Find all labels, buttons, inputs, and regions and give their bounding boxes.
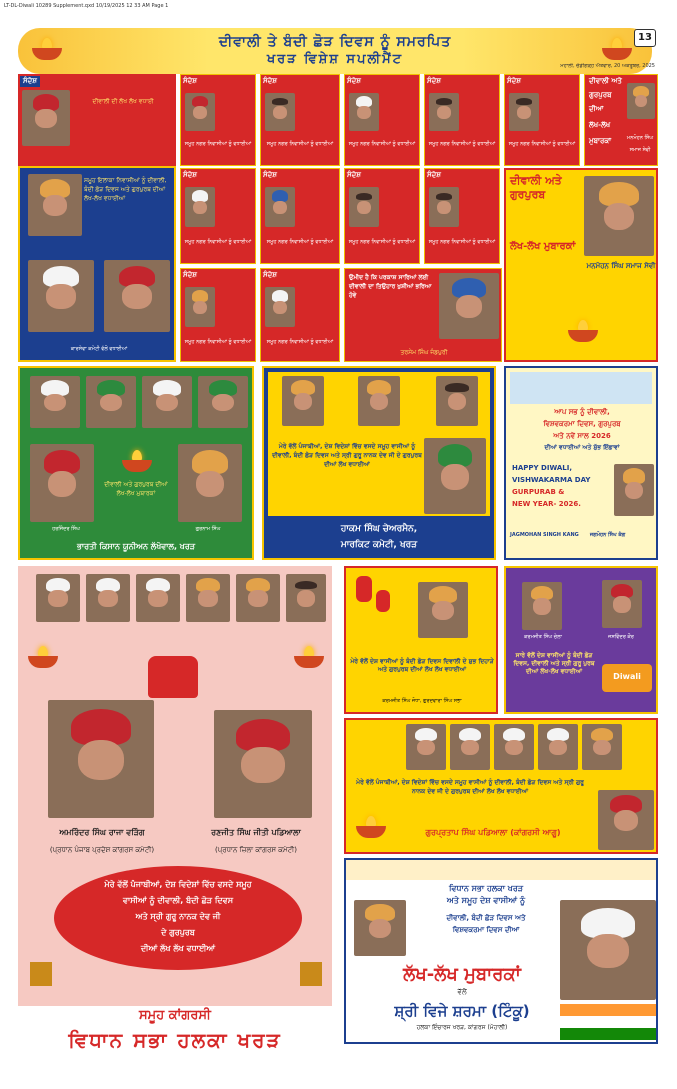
portrait-photo: [28, 174, 82, 236]
portrait-photo: [627, 83, 655, 119]
ad-message: ਮੇਰੇ ਵੱਲੋਂ ਪੰਜਾਬੀਆਂ, ਦੇਸ਼ ਵਿਦੇਸ਼ਾਂ ਵਿੱਚ ਵਸਦੇ ਸਮੂਹ ਵਾਸੀਆਂ ਨੂੰ ਦੀਵਾਲੀ, ਬੰਦੀ ਛੋੜ ਦਿਵਸ ਅਤੇ ਸ੍ਰੀ ਗੁਰੂ ਨਾਨਕ ਦੇਵ ਜੀ ਦੇ ਗੁਰਪੁਰਬ ਦੀਆਂ ਲੱਖ ਵਧਾਈਆਂ: [272, 443, 422, 468]
ad-sandesh-row2-2: [260, 168, 340, 264]
ad-name: ਮਨਮੋਹਨ ਸਿੰਘ: [626, 135, 654, 141]
ad-sandesh-row1-1: [180, 74, 256, 166]
ad-role: ਹਲਕਾ ਇੰਚਾਰਜ ਖਰੜ, ਕਾਂਗਰਸ (ਮੋਹਾਲੀ): [416, 1024, 508, 1031]
gift-icon: [30, 962, 52, 986]
ad-caption: ਸਮੂਹ ਨਗਰ ਨਿਵਾਸੀਆਂ ਨੂੰ ਵਧਾਈਆਂ: [184, 141, 252, 147]
lantern-icon: [376, 590, 390, 612]
ad-line: ਲੱਖ-ਲੱਖ: [589, 121, 611, 129]
ad-caption: ਸਮੂਹ ਨਗਰ ਨਿਵਾਸੀਆਂ ਨੂੰ ਵਧਾਈਆਂ: [184, 239, 252, 245]
portrait-photo: [436, 376, 478, 426]
portrait-photo: [142, 376, 192, 428]
ad-lanterns: [344, 566, 498, 714]
ad-name: ਮਨਮੋਹਨ ਸਿੰਘ ਸਮਾਜ ਸੇਵੀ: [586, 262, 656, 270]
ad-subline: ਲੱਖ-ਲੱਖ ਮੁਬਾਰਕਾਂ: [510, 241, 576, 252]
ad-big-greeting: ਲੱਖ-ਲੱਖ ਮੁਬਾਰਕਾਂ: [403, 964, 521, 985]
ad-sandesh-row3-2: [260, 268, 340, 362]
portrait-photo: [198, 376, 248, 428]
portrait-photo: [265, 93, 295, 131]
ad-caption: ਸਮੂਹ ਨਗਰ ਨਿਵਾਸੀਆਂ ਨੂੰ ਵਧਾਈਆਂ: [266, 141, 334, 147]
sandesh-label: ਸੰਦੇਸ਼: [183, 171, 197, 179]
ad-line-en: GURPURAB &: [512, 488, 565, 496]
sandesh-label: ਸੰਦੇਸ਼: [263, 77, 277, 85]
portrait-photo: [349, 93, 379, 131]
diya-icon: [568, 320, 598, 342]
ad-line: ਦੀਵਾਲੀ, ਬੰਦੀ ਛੋੜ ਦਿਵਸ ਅਤੇ: [446, 914, 526, 922]
portrait-photo: [358, 376, 400, 426]
ad-vishwakarma: [504, 366, 658, 560]
banner-title: ਦੀਵਾਲੀ ਤੇ ਬੰਦੀ ਛੋੜ ਦਿਵਸ ਨੂੰ ਸਮਰਪਿਤ: [218, 34, 452, 50]
portrait-photo: [185, 93, 215, 131]
portrait-photo: [48, 700, 154, 818]
portrait-photo: [614, 464, 654, 516]
ad-purple: [504, 566, 658, 714]
portrait-photo: [429, 93, 459, 131]
footer-line-2: ਵਿਧਾਨ ਸਭਾ ਹਲਕਾ ਖਰੜ: [68, 1028, 282, 1052]
ad-name: JAGMOHAN SINGH KANG: [510, 532, 579, 538]
ad-tarsem: [344, 268, 502, 362]
sandesh-label: ਸੰਦੇਸ਼: [183, 271, 197, 279]
ad-footer-1: ਹਾਕਮ ਸਿੰਘ ਚੇਅਰਮੈਨ,: [340, 524, 418, 534]
portrait-photo: [538, 724, 578, 770]
portrait-photo: [265, 287, 295, 327]
ad-sandesh-row2-3: [344, 168, 420, 264]
diya-icon: [356, 816, 386, 838]
ad-name: ਜਸਵਿੰਦਰ ਕੌਰ: [608, 634, 634, 640]
sandesh-label: ਸੰਦੇਸ਼: [347, 171, 361, 179]
portrait-photo: [286, 574, 326, 622]
leader-name-right: ਰਣਜੀਤ ਸਿੰਘ ਜੀਤੀ ਪਡਿਆਲਾ: [211, 828, 301, 837]
ad-message-line: ਅਤੇ ਸ੍ਰੀ ਗੁਰੂ ਨਾਨਕ ਦੇਵ ਜੀ: [135, 912, 221, 921]
ad-footer: ਕਾਰਸੇਵਾ ਕਮੇਟੀ ਵੱਲੋਂ ਵਧਾਈਆਂ: [70, 346, 128, 352]
ad-message: ਮੇਰੇ ਵੱਲੋਂ ਪੰਜਾਬੀਆਂ, ਦੇਸ਼ ਵਿਦੇਸ਼ਾਂ ਵਿੱਚ ਵਸਦੇ ਸਮੂਹ ਵਾਸੀਆਂ ਨੂੰ ਦੀਵਾਲੀ, ਬੰਦੀ ਛੋੜ ਦਿਵਸ ਅਤੇ ਸ੍ਰੀ ਗੁਰੂ ਨਾਨਕ ਦੇਵ ਜੀ ਦੇ ਗੁਰਪੁਰਬ ਦੀਆਂ ਲੱਖ ਲੱਖ ਵਧਾਈਆਂ: [356, 779, 584, 795]
portrait-photo: [104, 260, 170, 332]
portrait-photo: [30, 444, 94, 522]
portrait-photo: [265, 187, 295, 227]
portrait-photo: [429, 187, 459, 227]
portrait-photo: [602, 580, 642, 628]
golden-temple-image: [510, 372, 652, 404]
sandesh-label: ਸੰਦੇਸ਼: [347, 77, 361, 85]
ad-message: ਸਾਰੇ ਵੱਲੋਂ ਦੇਸ਼ ਵਾਸੀਆਂ ਨੂੰ ਬੰਦੀ ਛੋੜ ਦਿਵਸ, ਦੀਵਾਲੀ ਅਤੇ ਸ੍ਰੀ ਗੁਰੂ ਪੁਰਬ ਦੀਆਂ ਲੱਖ-ਲੱਖ ਵਧਾਈਆਂ: [513, 652, 595, 675]
diya-icon: [294, 646, 324, 668]
portrait-photo: [522, 582, 562, 630]
diya-icon: [28, 646, 58, 668]
portrait-photo: [282, 376, 324, 426]
ad-line: ਦੀਵਾਲੀ ਅਤੇ: [589, 77, 622, 85]
ad-name: ਹਰਜਿੰਦਰ ਸਿੰਘ: [52, 526, 80, 532]
ad-sandesh-row1-3: [344, 74, 420, 166]
portrait-photo: [598, 790, 654, 850]
ad-sandesh-row2-4: [424, 168, 500, 264]
ad-yellow-panel: [268, 372, 490, 516]
ad-manmohan: [504, 168, 658, 362]
ad-market-committee: [262, 366, 496, 560]
ad-role: ਸਮਾਜ ਸੇਵੀ: [629, 147, 651, 153]
ad-caption: ਸਮੂਹ ਨਗਰ ਨਿਵਾਸੀਆਂ ਨੂੰ ਵਧਾਈਆਂ: [348, 239, 416, 245]
ad-caption: ਸਮੂਹ ਨਗਰ ਨਿਵਾਸੀਆਂ ਨੂੰ ਵਧਾਈਆਂ: [266, 239, 334, 245]
portrait-photo: [28, 260, 94, 332]
portrait-photo: [450, 724, 490, 770]
portrait-photo: [418, 582, 468, 638]
portrait-photo: [22, 90, 70, 146]
portrait-photo: [349, 187, 379, 227]
ad-message-line: ਦੀਆਂ ਲੱਖ ਲੱਖ ਵਧਾਈਆਂ: [140, 944, 216, 953]
sandesh-label: ਸੰਦੇਸ਼: [427, 171, 441, 179]
portrait-photo: [584, 176, 654, 256]
ad-caption: ਸਮੂਹ ਨਗਰ ਨਿਵਾਸੀਆਂ ਨੂੰ ਵਧਾਈਆਂ: [184, 339, 252, 345]
ad-message: ਮੇਰੇ ਵੱਲੋਂ ਦੇਸ਼ ਵਾਸੀਆਂ ਨੂੰ ਬੰਦੀ ਛੋੜ ਦਿਵਸ ਦਿਵਾਲੀ ਦੇ ਸ਼ੁਭ ਦਿਹਾੜੇ ਅਤੇ ਗੁਰਪੁਰਬ ਦੀਆਂ ਲੱਖ ਲੱਖ ਵਧਾਈਆਂ: [350, 658, 494, 673]
sandesh-label: ਸੰਦੇਸ਼: [183, 77, 197, 85]
portrait-photo: [509, 93, 539, 131]
ad-name: ਕਰਮਜੀਤ ਸਿੰਘ ਚੇਲਾ: [524, 634, 562, 640]
sandesh-label: ਸੰਦੇਸ਼: [263, 271, 277, 279]
ad-congress: [18, 566, 332, 1006]
portrait-photo: [30, 376, 80, 428]
ad-caption: ਸਮੂਹ ਨਗਰ ਨਿਵਾਸੀਆਂ ਨੂੰ ਵਧਾਈਆਂ: [348, 141, 416, 147]
portrait-photo: [560, 900, 656, 1000]
ad-line: ਅਤੇ ਨਵੇਂ ਸਾਲ 2026: [553, 432, 611, 440]
print-slug: LT-DL-Diwali 10289 Supplement.qxd 10/19/2025 12 33 AM Page 1: [4, 3, 169, 9]
portrait-photo: [406, 724, 446, 770]
portrait-photo: [582, 724, 622, 770]
ad-name: ਗੁਰਨਾਮ ਸਿੰਘ: [195, 526, 221, 532]
ad-sandesh-row2-1: [180, 168, 256, 264]
ad-message: ਸਮੂਹ ਇਲਾਕਾ ਨਿਵਾਸੀਆਂ ਨੂੰ ਦੀਵਾਲੀ, ਬੰਦੀ ਛੋੜ ਦਿਵਸ ਅਤੇ ਗੁਰਪੁਰਬ ਦੀਆਂ ਲੱਖ-ਲੱਖ ਵਧਾਈਆਂ: [84, 177, 167, 202]
ad-message-line: ਵਾਸੀਆਂ ਨੂੰ ਦੀਵਾਲੀ, ਬੰਦੀ ਛੋੜ ਦਿਵਸ: [122, 896, 234, 905]
sandesh-label: ਸੰਦੇਸ਼: [20, 76, 40, 87]
congress-footer: [18, 1006, 332, 1062]
portrait-photo: [178, 444, 242, 522]
ad-line: ਆਪ ਸਭ ਨੂੰ ਦੀਵਾਲੀ,: [554, 408, 610, 416]
cracker-icon: [148, 656, 198, 698]
ad-sandesh-row1-5: [504, 74, 580, 166]
lantern-icon: [356, 576, 372, 602]
portrait-photo: [36, 574, 80, 622]
diya-icon: [122, 450, 152, 472]
ad-caption: ਸਮੂਹ ਨਗਰ ਨਿਵਾਸੀਆਂ ਨੂੰ ਵਧਾਈਆਂ: [428, 239, 496, 245]
portrait-photo: [214, 710, 312, 818]
ad-line: ਵਿਸ਼ਵਕਰਮਾ ਦਿਵਸ ਦੀਆਂ: [452, 926, 520, 934]
ad-footer: ਭਾਰਤੀ ਕਿਸਾਨ ਯੂਨੀਅਨ ਲੱਖੋਵਾਲ, ਖਰੜ: [76, 542, 196, 551]
portrait-photo: [185, 187, 215, 227]
page-number-badge: [634, 29, 656, 47]
sandesh-label: ਸੰਦੇਸ਼: [427, 77, 441, 85]
ad-caption: ਸਮੂਹ ਨਗਰ ਨਿਵਾਸੀਆਂ ਨੂੰ ਵਧਾਈਆਂ: [428, 141, 496, 147]
portrait-photo: [494, 724, 534, 770]
ad-name: ਤਰਸੇਮ ਸਿੰਘ ਜੰਡਪੁਰੀ: [400, 349, 448, 356]
portrait-photo: [186, 574, 230, 622]
ad-bku: [18, 366, 254, 560]
ad-caption: ਸਮੂਹ ਨਗਰ ਨਿਵਾਸੀਆਂ ਨੂੰ ਵਧਾਈਆਂ: [266, 339, 334, 345]
ad-message: ਉਮੀਦ ਹੈ ਕਿ ਪਰਕਾਸ਼ ਸਾਰਿਆਂ ਲਈ ਦੀਵਾਲੀ ਦਾ ਤਿਉਹਾਰ ਖੁਸ਼ੀਆਂ ਭਰਿਆ ਹੋਵੇ: [349, 274, 432, 299]
ad-top-border: [346, 860, 658, 880]
ad-line-en: VISHWAKARMA DAY: [512, 476, 591, 484]
ad-sandesh-1: [18, 74, 176, 166]
leader-role-left: (ਪ੍ਰਧਾਨ ਪੰਜਾਬ ਪ੍ਰਦੇਸ਼ ਕਾਂਗਰਸ ਕਮੇਟੀ): [49, 846, 155, 854]
ad-gurpartap: [344, 718, 658, 854]
ad-name: ਗੁਰਪ੍ਰਤਾਪ ਸਿੰਘ ਪਡਿਆਲਾ (ਕਾਂਗਰਸੀ ਆਗੂ): [425, 828, 561, 837]
portrait-photo: [86, 574, 130, 622]
sandesh-label: ਸੰਦੇਸ਼: [263, 171, 277, 179]
diwali-badge: [602, 664, 652, 692]
ad-message-line: ਮੇਰੇ ਵੱਲੋਂ ਪੰਜਾਬੀਆਂ, ਦੇਸ਼ ਵਿਦੇਸ਼ਾਂ ਵਿੱਚ ਵਸਦੇ ਸਮੂਹ: [104, 880, 252, 889]
footer-line-1: ਸਮੂਹ ਕਾਂਗਰਸੀ: [139, 1008, 211, 1023]
banner-subtitle: ਖਰੜ ਵਿਸ਼ੇਸ਼ ਸਪਲੀਮੈਂਟ: [266, 52, 404, 67]
ad-line-en: HAPPY DIWALI,: [512, 464, 573, 472]
message-oval: [54, 866, 302, 970]
gift-icon: [300, 962, 322, 986]
portrait-photo: [136, 574, 180, 622]
ad-name: ਸ਼੍ਰੀ ਵਿਜੇ ਸ਼ਰਮਾ (ਟਿੰਕੂ): [394, 1002, 530, 1020]
ad-message: ਦੀਵਾਲੀ ਦੀ ਲੱਖ ਲੱਖ ਵਧਾਈ: [92, 98, 154, 105]
ad-line-en: NEW YEAR- 2026.: [512, 500, 581, 508]
ad-line: ਦੀਆਂ: [589, 105, 604, 113]
tricolor-strip: [560, 1004, 656, 1040]
ad-vijay-sharma: [344, 858, 658, 1044]
portrait-photo: [185, 287, 215, 327]
leader-name-left: ਅਮਰਿੰਦਰ ਸਿੰਘ ਰਾਜਾ ਵੜਿੰਗ: [59, 828, 145, 837]
ad-line: ਅਤੇ ਸਮੂਹ ਦੇਸ਼ ਵਾਸੀਆਂ ਨੂੰ: [446, 896, 526, 905]
page-number: 13: [638, 32, 652, 43]
ad-message: ਦੀਵਾਲੀ ਅਤੇ ਗੁਰਪੁਰਬ ਦੀਆਂ ਲੱਖ-ਲੱਖ ਮੁਬਾਰਕਾਂ: [104, 481, 168, 497]
ad-sandesh-row1-4: [424, 74, 500, 166]
portrait-photo: [86, 376, 136, 428]
ad-message-line: ਦੇ ਗੁਰਪੁਰਬ: [161, 928, 195, 937]
portrait-photo: [236, 574, 280, 622]
sandesh-label: ਸੰਦੇਸ਼: [507, 77, 521, 85]
ad-line: ਗੁਰਪੁਰਬ: [589, 91, 612, 99]
ad-headline: ਦੀਵਾਲੀ ਅਤੇ ਗੁਰਪੁਰਬ: [510, 174, 562, 201]
ad-from: ਵੱਲੋਂ: [457, 988, 467, 996]
ad-footer-2: ਮਾਰਕਿਟ ਕਮੇਟੀ, ਖਰੜ: [340, 540, 418, 550]
ad-line: ਮੁਬਾਰਕਾਂ: [589, 137, 612, 145]
ad-manmohan-small: [584, 74, 658, 166]
ad-karsewa: [18, 166, 176, 362]
portrait-photo: [354, 900, 406, 956]
ad-line: ਵਿਸ਼ਵਕਰਮਾ ਦਿਵਸ, ਗੁਰਪੁਰਬ: [543, 420, 621, 428]
ad-line: ਦੀਆਂ ਵਧਾਈਆਂ ਅਤੇ ਸ਼ੁੱਭ ਇੱਛਾਵਾਂ: [544, 444, 620, 451]
ad-caption: ਸਮੂਹ ਨਗਰ ਨਿਵਾਸੀਆਂ ਨੂੰ ਵਧਾਈਆਂ: [508, 141, 576, 147]
portrait-photo: [424, 438, 486, 514]
ad-line: ਵਿਧਾਨ ਸਭਾ ਹਲਕਾ ਖਰੜ: [448, 884, 524, 893]
ad-name: ਜਗਮੋਹਨ ਸਿੰਘ ਕੰਗ: [590, 532, 626, 538]
ad-sandesh-row1-2: [260, 74, 340, 166]
ad-footer: ਕਰਮਜੀਤ ਸਿੰਘ ਜੋਧਾ, ਗੁਰਦਵਾਰਾ ਸਿੰਘ ਸਭਾ: [382, 698, 462, 704]
portrait-photo: [439, 273, 499, 339]
badge-text: Diwali: [613, 672, 641, 681]
dateline: ਮੋਹਾਲੀ, ਚੰਡੀਗੜ੍ਹ ਐਤਵਾਰ, 20 ਅਕਤੂਬਰ, 2025: [560, 63, 655, 69]
ad-sandesh-row3-1: [180, 268, 256, 362]
leader-role-right: (ਪ੍ਰਧਾਨ ਜ਼ਿਲਾ ਕਾਂਗਰਸ ਕਮੇਟੀ): [215, 846, 297, 854]
